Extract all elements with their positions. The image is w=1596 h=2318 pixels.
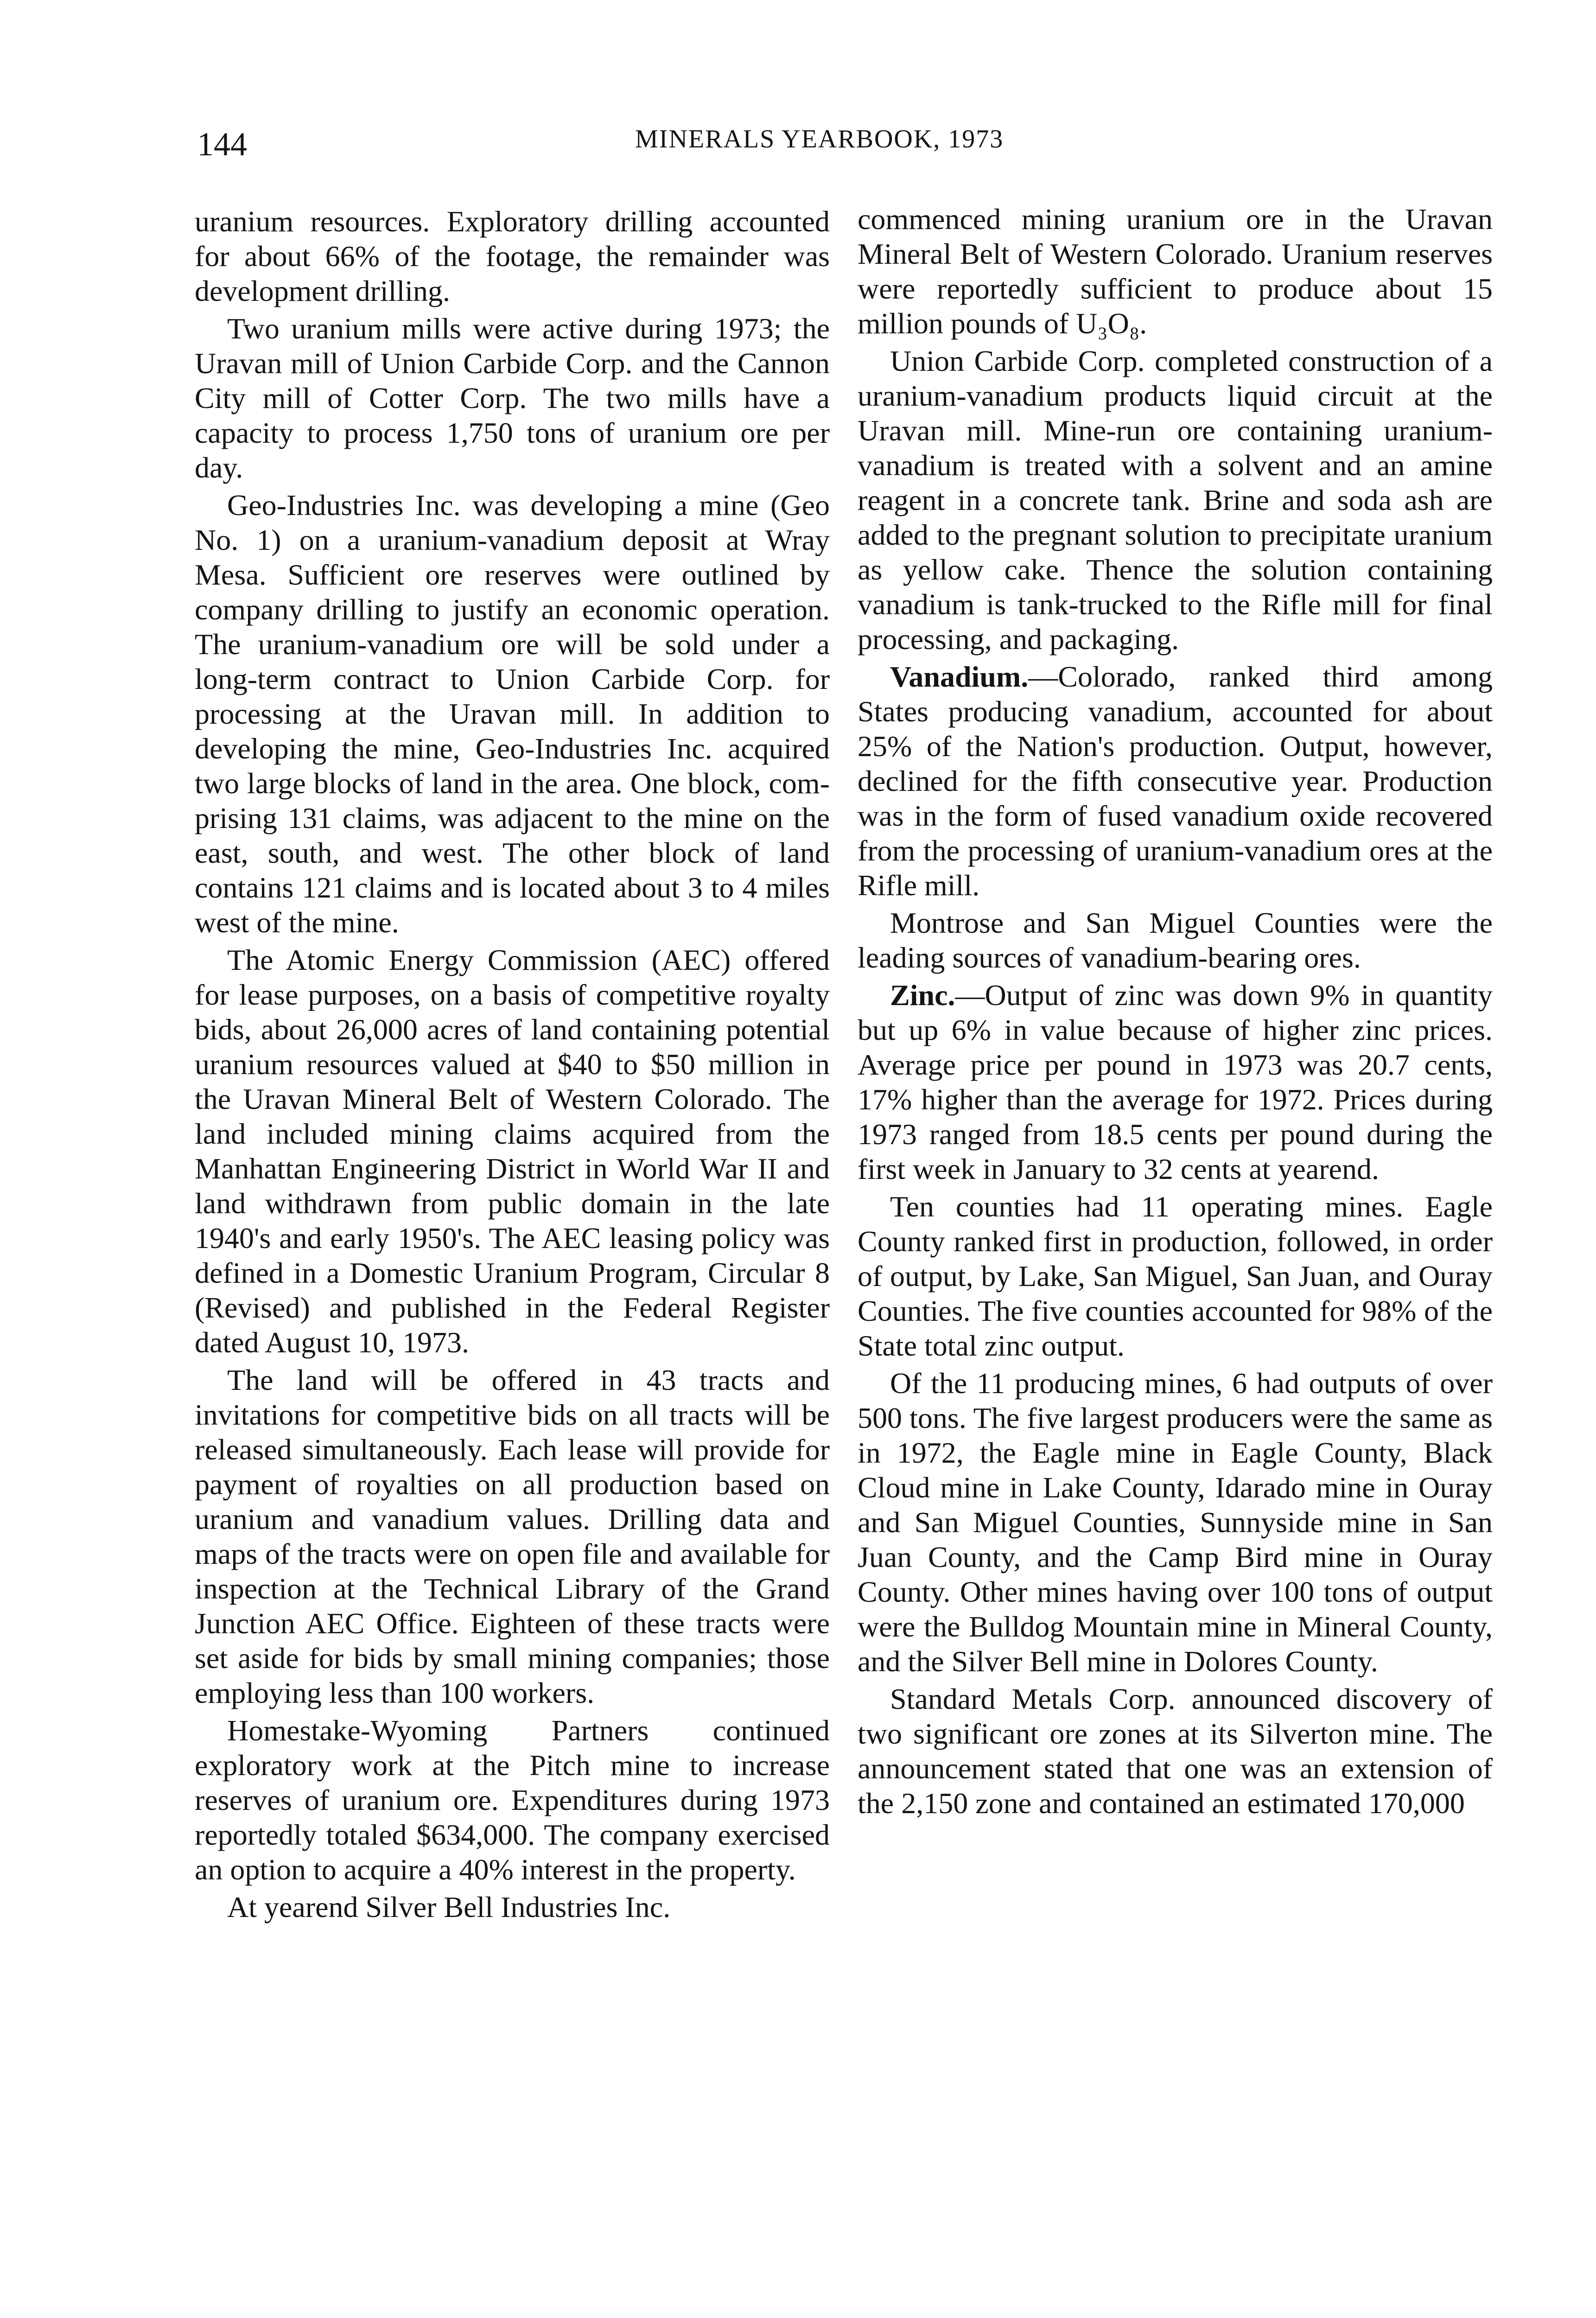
vanadium-section (858, 659, 1493, 903)
right-paragraph-7: Of the 11 producing mines, 6 had outputs of over 500 tons. The five largest producers were the same as in 1972, the Eagle mine in Eagle County, Black Cloud mine in Lake County, Idarado mine in Ouray and San Miguel Counties, Sunnyside mine in San Juan County, and the Camp Bird mine in Ouray County. Other mines having over 100 tons of output were the Bulldog Mountain mine in Mineral County, and the Silver Bell mine in Dolores County. (858, 1367, 1493, 1678)
left-paragraph-5: The land will be offered in 43 tracts and invitations for competitive bids on all tracts will be released simultaneously. Each lease will provide for payment of royalties on all production based on uranium and vanadium values. Drilling data and maps of the tracts were on open file and available for inspection at the Technical Library of the Grand Junction AEC Office. Eighteen of these tracts were set aside for bids by small mining companies; those employing less than 100 workers. (195, 1363, 830, 1709)
right-paragraph-1-text: commenced mining uranium ore in the Uravan Mineral Belt of Western Colorado. Uranium reserves were reportedly sufficient to produce about 15 million pounds of (858, 203, 1493, 340)
left-paragraph-7: At yearend Silver Bell Industries Inc. (227, 1891, 671, 1923)
right-column (858, 202, 1493, 1823)
zinc-text: —Output of zinc was down 9% in quantity but up 6% in value because of higher zinc prices. Average price per pound in 1973 was 20.7 cents, 17% higher than the average for 1972. Prices during 1973 ranged from 18.5 cents per pound during the first week in January to 32 cents at yearend. (858, 979, 1493, 1185)
vanadium-heading: Vanadium. (890, 660, 1029, 693)
left-column (195, 204, 830, 1927)
right-paragraph-2: Union Carbide Corp. completed construction of a uranium-vanadium products liquid circuit at the Uravan mill. Mine-run ore containing uranium-vanadium is treated with a solvent and an amine reagent in a concrete tank. Brine and soda ash are added to the pregnant solution to precipitate uranium as yellow cake. Thence the solution containing vanadium is tank-trucked to the Rifle mill for final processing, and packaging. (858, 344, 1493, 656)
right-paragraph-8: Standard Metals Corp. announced discovery of two significant ore zones at its Silverton mine. The announcement stated that one was an extension of the 2,150 zone and contained an estimated 170,000 (858, 1682, 1493, 1820)
left-paragraph-6: Homestake-Wyoming Partners continued exploratory work at the Pitch mine to increase reserves of uranium ore. Expenditures during 1973 reportedly totaled $634,000. The company exercised an option to acquire a 40% interest in the property. (195, 1714, 830, 1886)
left-paragraph-2: Two uranium mills were active during 1973; the Uravan mill of Union Carbide Corp. and the Cannon City mill of Cotter Corp. The two mills have a capacity to process 1,750 tons of uranium ore per day. (195, 312, 830, 484)
zinc-heading: Zinc. (890, 979, 955, 1012)
uranium-oxide-formula: U₃O₈. (1076, 307, 1147, 340)
right-paragraph-1 (858, 202, 1493, 341)
zinc-section (858, 978, 1493, 1186)
left-paragraph-3: Geo-Industries Inc. was developing a mine (Geo No. 1) on a uranium-vanadium deposit at Wray Mesa. Sufficient ore reserves were outlined by company drilling to justify an economic operation. The uranium-vanadium ore will be sold under a long-term contract to Union Carbide Corp. for processing at the Uravan mill. In addition to developing the mine, Geo-Industries Inc. acquired two large blocks of land in the area. One block, comprising 131 claims, was adjacent to the mine on the east, south, and west. The other block of land contains 121 claims and is located about 3 to 4 miles west of the mine. (195, 489, 830, 939)
page-number: 144 (197, 126, 247, 163)
left-paragraph-4: The Atomic Energy Commission (AEC) offered for lease purposes, on a basis of competitive royalty bids, about 26,000 acres of land containing potential uranium resources valued at $40 to $50 million in the Uravan Mineral Belt of Western Colorado. The land included mining claims acquired from the Manhattan Engineering District in World War II and land withdrawn from public domain in the late 1940's and early 1950's. The AEC leasing policy was defined in a Domestic Uranium Program, Circular 8 (Revised) and published in the Federal Register dated August 10, 1973. (195, 943, 830, 1359)
right-paragraph-4: Montrose and San Miguel Counties were the leading sources of vanadium-bearing ores. (858, 906, 1493, 974)
vanadium-text: —Colorado, ranked third among States producing vanadium, accounted for about 25% of the Nation's production. Output, however, declined for the fifth consecutive year. Production was in the form of fused vanadium oxide recovered from the processing of uranium-vanadium ores at the Rifle mill. (858, 660, 1493, 902)
right-paragraph-6: Ten counties had 11 operating mines. Eagle County ranked first in production, followed, in order of output, by Lake, San Miguel, San Juan, and Ouray Counties. The five counties accounted for 98% of the State total zinc output. (858, 1190, 1493, 1362)
running-head: MINERALS YEARBOOK, 1973 (635, 125, 1004, 153)
left-paragraph-1: uranium resources. Exploratory drilling accounted for about 66% of the footage, the remainder was development drilling. (195, 205, 830, 307)
